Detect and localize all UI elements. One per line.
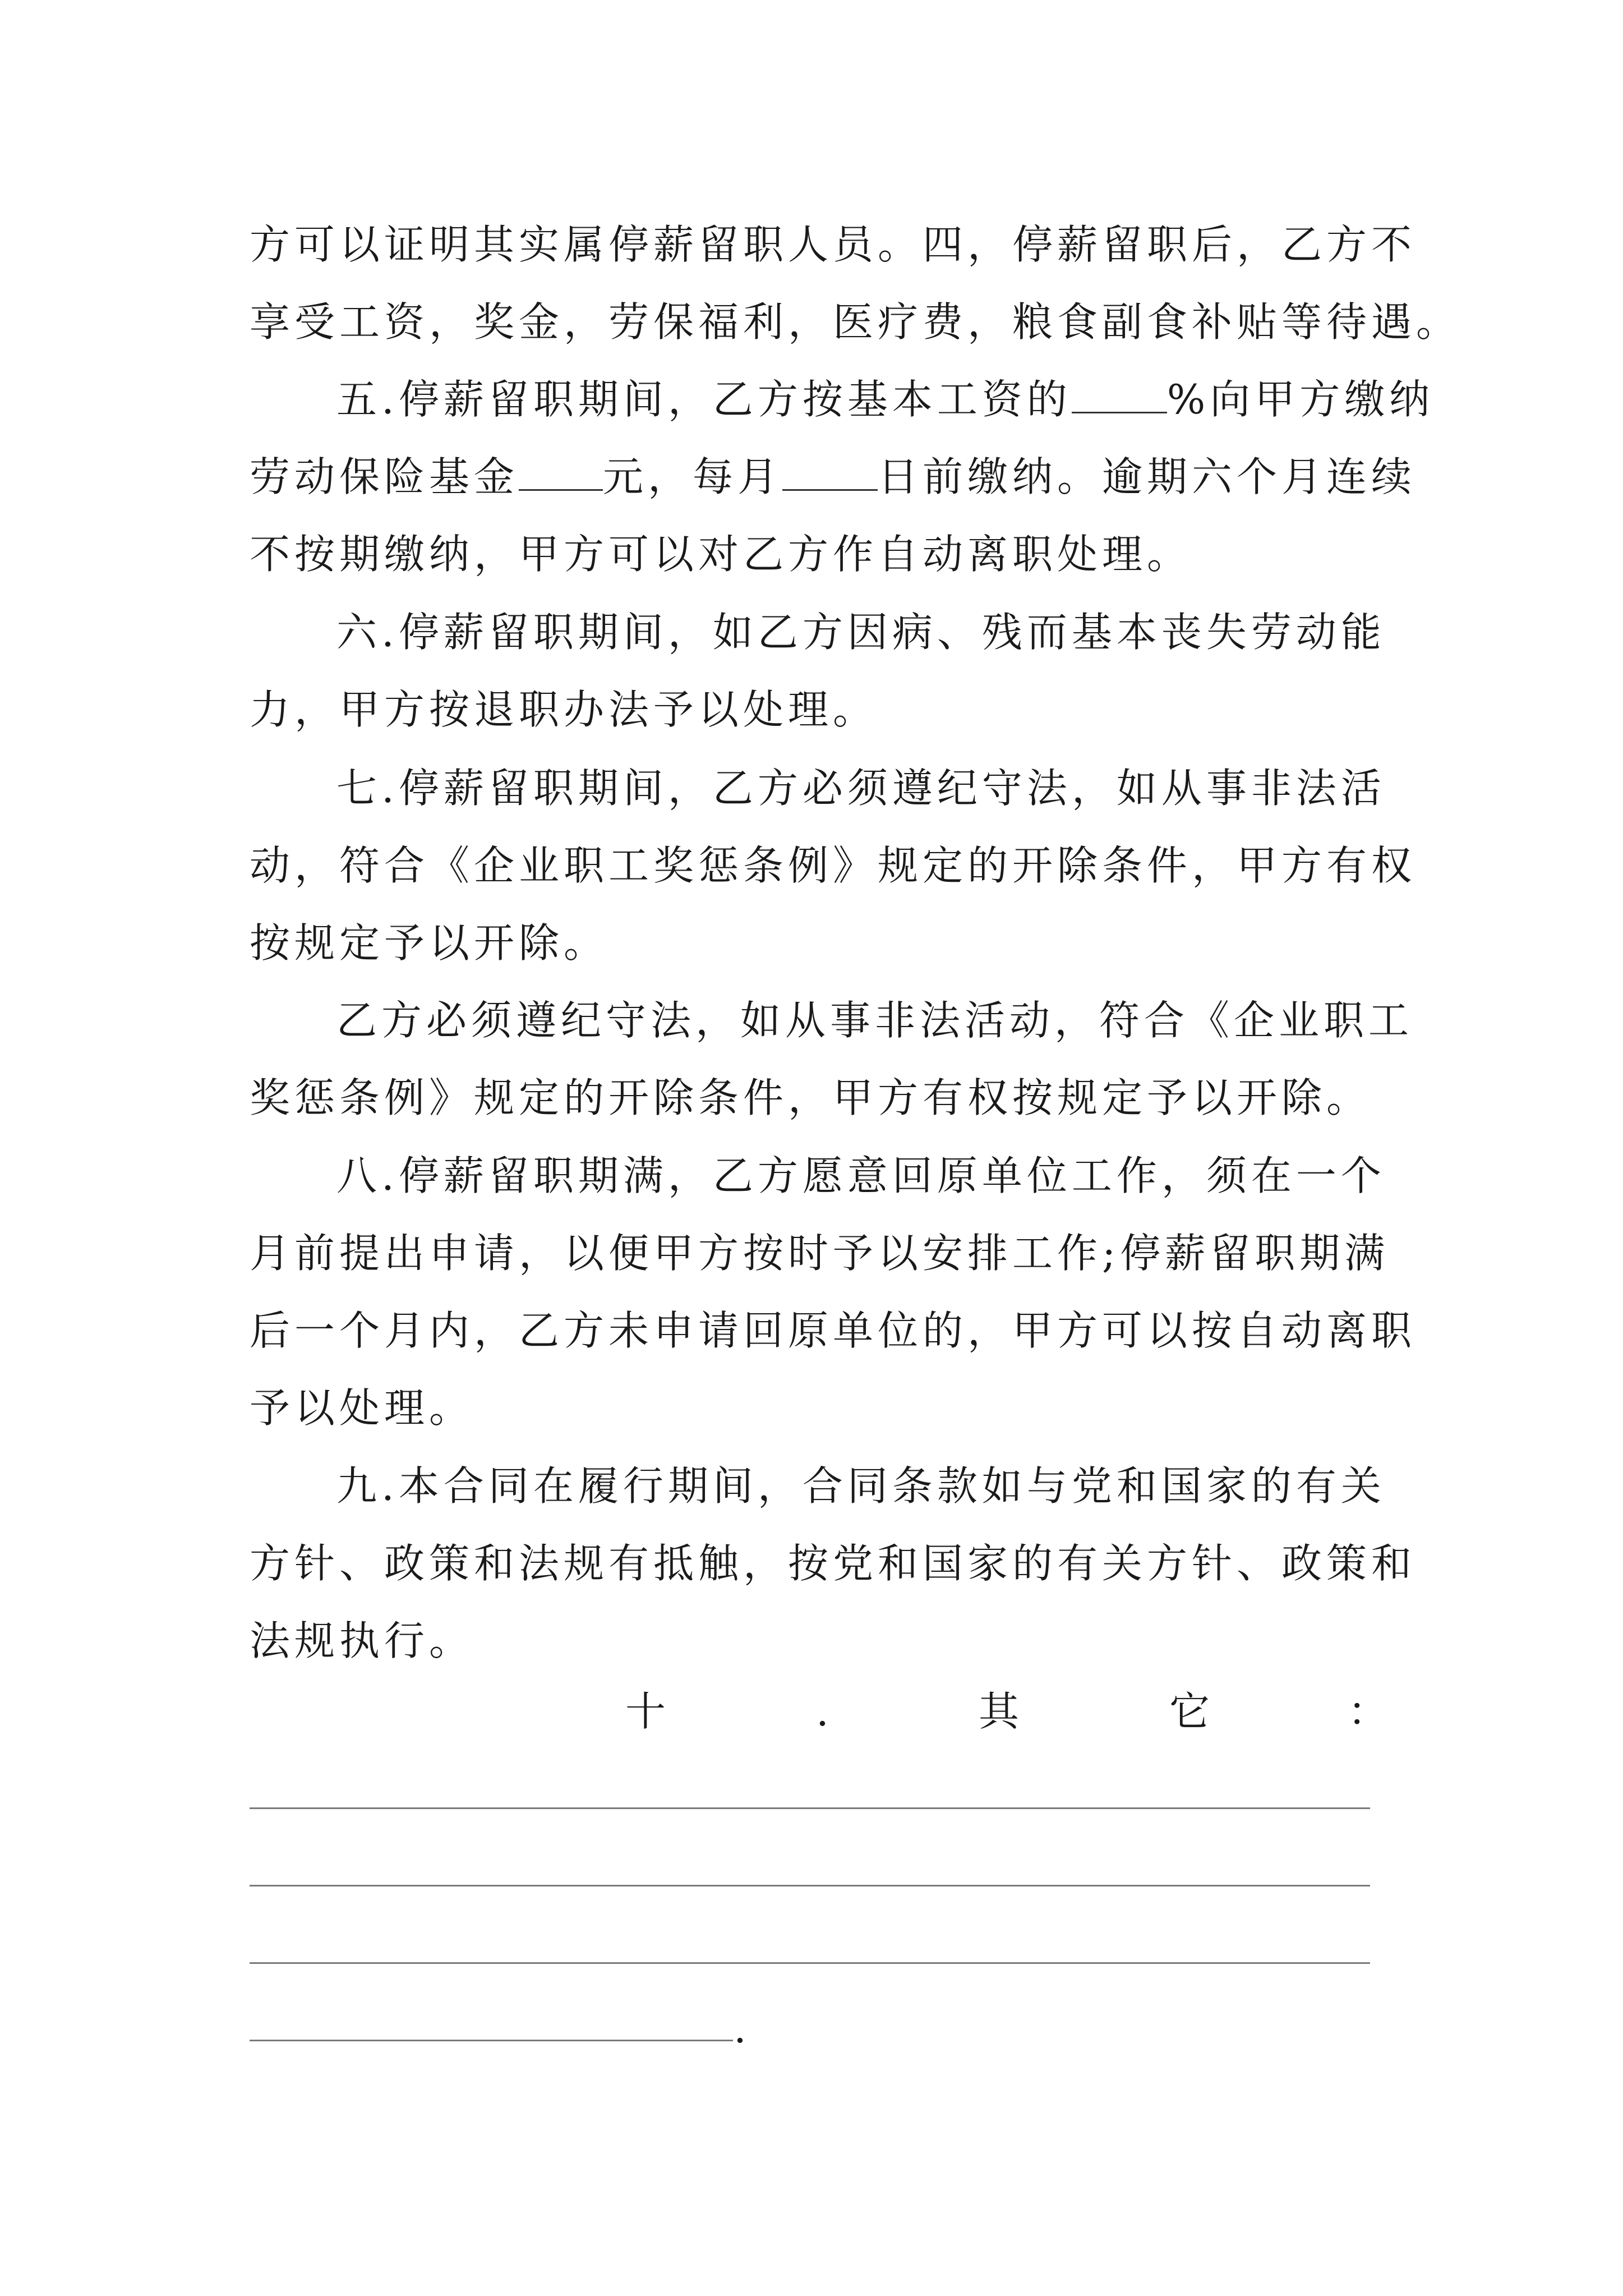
fill-in-line[interactable] xyxy=(250,1962,1370,1964)
text-segment: %向甲方缴纳 xyxy=(1166,376,1435,423)
text-line: 力，甲方按退职办法予以处理。 xyxy=(250,686,878,733)
text-line: 享受工资，奖金，劳保福利，医疗费，粮食副食补贴等待遇。 xyxy=(250,298,1461,346)
fill-in-line[interactable] xyxy=(250,1807,1370,1809)
text-line: 月前提出申请，以便甲方按时予以安排工作;停薪留职期满 xyxy=(250,1230,1390,1277)
text-line: 方针、政策和法规有抵触，按党和国家的有关方针、政策和 xyxy=(250,1540,1417,1587)
text-line: 予以处理。 xyxy=(250,1384,474,1432)
paragraph-item-9 xyxy=(250,1447,1417,1680)
paragraph-repeat xyxy=(250,982,1414,1137)
paragraph-item-6 xyxy=(250,593,1388,748)
text-segment: 劳动保险基金 xyxy=(250,453,519,500)
text-line: 法规执行。 xyxy=(250,1617,474,1664)
text-line: 方可以证明其实属停薪留职人员。四，停薪留职后，乙方不 xyxy=(250,221,1417,268)
text-line xyxy=(250,361,1435,438)
text-line: 九.本合同在履行期间，合同条款如与党和国家的有关 xyxy=(336,1462,1386,1510)
paragraph-item-4-continuation xyxy=(250,206,1461,361)
text-line: 六.停薪留职期间，如乙方因病、残而基本丧失劳动能 xyxy=(336,609,1386,656)
heading-char: 十 xyxy=(625,1688,666,1735)
heading-char: 它 xyxy=(1169,1688,1210,1735)
fill-in-line[interactable] xyxy=(250,2040,733,2041)
text-line: 动，符合《企业职工奖惩条例》规定的开除条件，甲方有权 xyxy=(250,842,1417,889)
end-period: . xyxy=(734,2005,746,2052)
text-segment: 五.停薪留职期间，乙方按基本工资的 xyxy=(336,376,1072,423)
heading-char: . xyxy=(816,1688,829,1735)
text-line xyxy=(250,438,1417,516)
heading-char: ： xyxy=(1348,1688,1389,1735)
blank-amount-field[interactable] xyxy=(519,454,603,491)
text-line: 奖惩条例》规定的开除条件，甲方有权按规定予以开除。 xyxy=(250,1074,1372,1121)
fill-in-line[interactable] xyxy=(250,1885,1370,1887)
blank-percent-field[interactable] xyxy=(1072,377,1167,413)
item-10-heading xyxy=(250,1673,1388,1750)
paragraph-item-8 xyxy=(250,1137,1417,1447)
paragraph-item-5 xyxy=(250,361,1435,593)
text-line: 乙方必须遵纪守法，如从事非法活动，符合《企业职工 xyxy=(336,997,1414,1044)
text-segment: 元，每月 xyxy=(603,453,783,500)
heading-char: 其 xyxy=(979,1688,1020,1735)
text-line: 八.停薪留职期满，乙方愿意回原单位工作，须在一个 xyxy=(336,1152,1386,1199)
text-segment: 日前缴纳。逾期六个月连续 xyxy=(878,453,1417,500)
text-line: 不按期缴纳，甲方可以对乙方作自动离职处理。 xyxy=(250,531,1192,578)
paragraph-item-7 xyxy=(250,749,1417,982)
text-line: 按规定予以开除。 xyxy=(250,919,609,967)
blank-day-field[interactable] xyxy=(782,454,878,491)
text-line: 后一个月内，乙方未申请回原单位的，甲方可以按自动离职 xyxy=(250,1307,1417,1354)
text-line: 七.停薪留职期间，乙方必须遵纪守法，如从事非法活 xyxy=(336,765,1386,812)
